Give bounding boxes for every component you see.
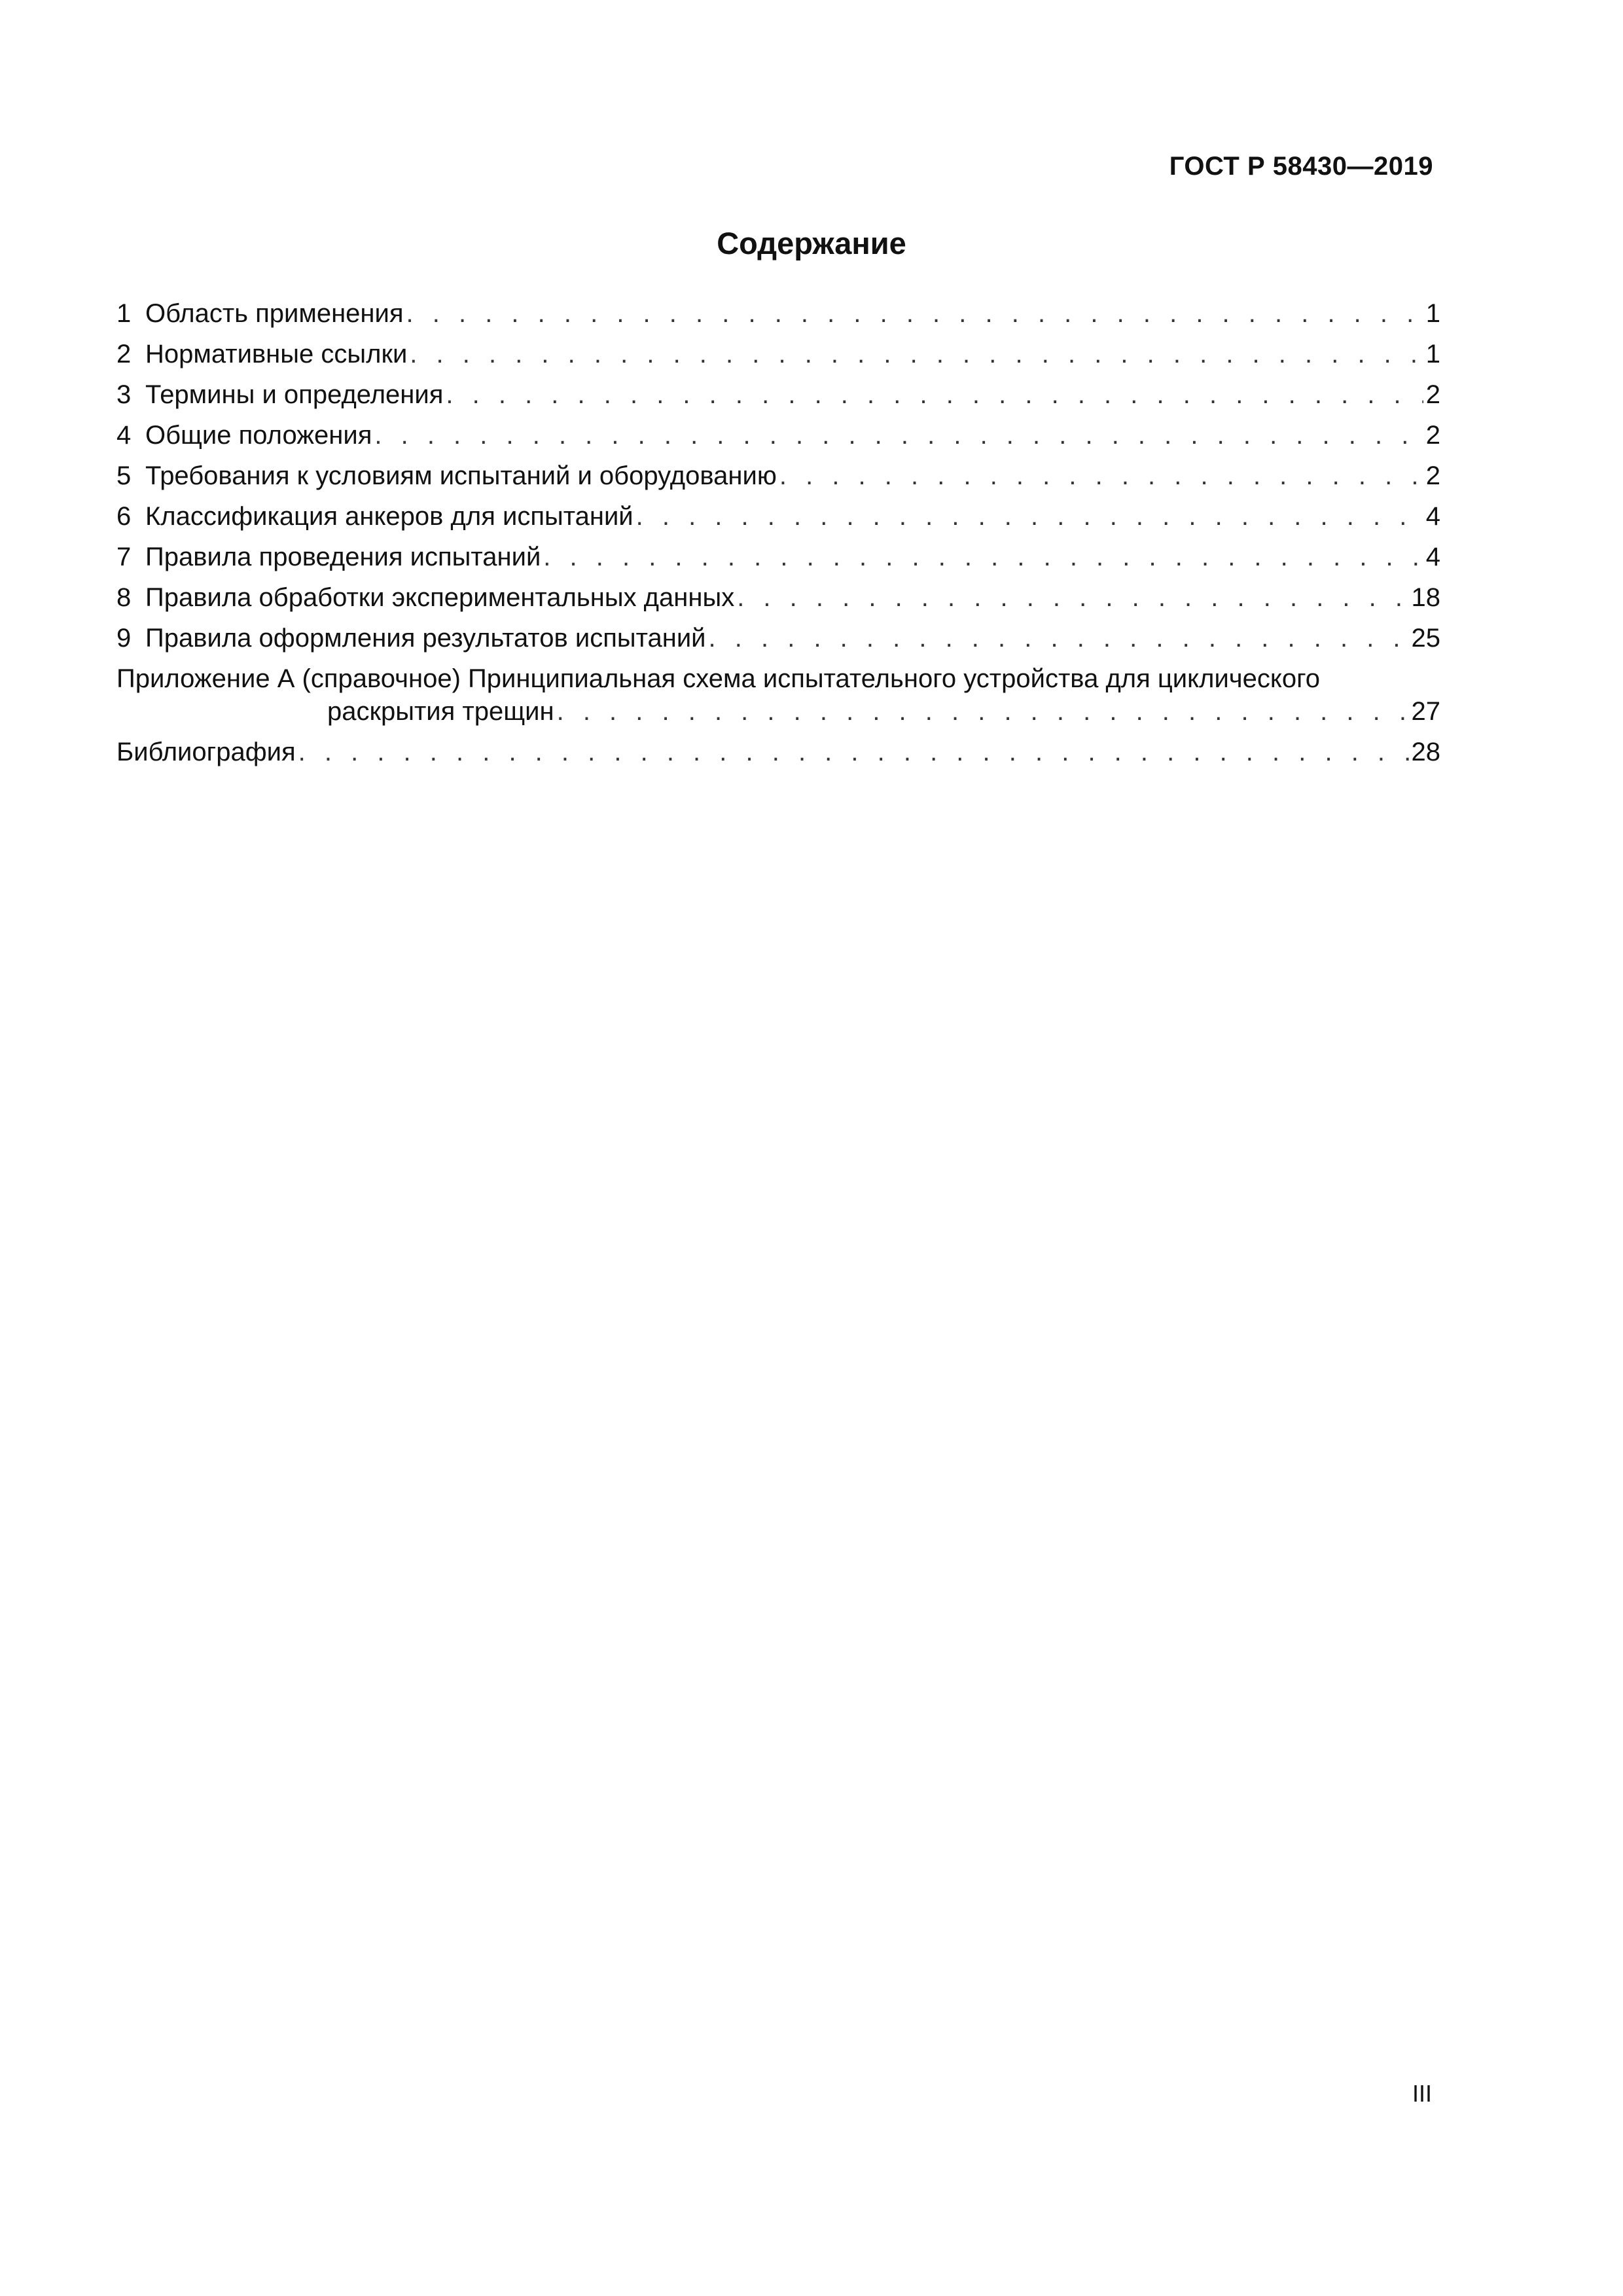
- toc-leader-dots: [446, 374, 1423, 415]
- toc-title: Содержание: [717, 226, 906, 260]
- toc-entry-number: 5: [116, 461, 132, 490]
- toc-leader-dots: [298, 732, 1409, 772]
- toc-entry-title: Классификация анкеров для испытаний: [145, 502, 633, 531]
- toc-entry-title: Правила проведения испытаний: [145, 543, 541, 571]
- toc-leader-dots: [406, 293, 1423, 334]
- toc-appendix-continuation: [116, 695, 1440, 732]
- toc-leader-dots: [737, 577, 1408, 618]
- toc-entry-page: 4: [1425, 502, 1440, 531]
- toc-entry[interactable]: [116, 456, 1440, 496]
- toc-entry-page: 1: [1425, 340, 1440, 368]
- toc-entry-number: 1: [116, 299, 132, 328]
- toc-entry[interactable]: [116, 334, 1440, 374]
- toc-entry-page: 27: [1411, 697, 1440, 726]
- toc-entry-page: 28: [1411, 738, 1440, 766]
- toc-entry-number: 2: [116, 340, 132, 368]
- document-code: ГОСТ Р 58430—2019: [1169, 152, 1433, 181]
- toc-leader-dots: [543, 537, 1423, 577]
- toc-leader-dots: [374, 415, 1423, 456]
- toc-leader-dots: [636, 496, 1423, 537]
- toc-entry-page: 2: [1425, 421, 1440, 450]
- toc-entry-title: Область применения: [145, 299, 404, 328]
- toc-entry[interactable]: [116, 293, 1440, 334]
- toc-entry-title: Правила оформления результатов испытаний: [145, 624, 706, 653]
- toc-entry-page: 2: [1425, 380, 1440, 409]
- toc-entry[interactable]: [116, 618, 1440, 658]
- table-of-contents: [116, 293, 1440, 772]
- toc-appendix-title: Приложение А (справочное) Принципиальная схема испытательного устройства для циклического: [116, 664, 1321, 693]
- toc-entry-title: Требования к условиям испытаний и оборудованию: [145, 461, 777, 490]
- toc-leader-dots: [709, 618, 1409, 658]
- toc-entry-number: 4: [116, 421, 132, 450]
- toc-entry-page: 1: [1425, 299, 1440, 328]
- toc-entry-title: Библиография: [116, 738, 296, 766]
- toc-leader-dots: [779, 456, 1423, 496]
- toc-entry-page: 4: [1425, 543, 1440, 571]
- toc-appendix-title-cont: раскрытия трещин: [327, 697, 554, 726]
- toc-entry-title: Термины и определения: [145, 380, 444, 409]
- toc-entry-page: 18: [1411, 583, 1440, 612]
- toc-entry-page: 25: [1411, 624, 1440, 653]
- toc-entry-title: Общие положения: [145, 421, 372, 450]
- toc-entry[interactable]: [116, 415, 1440, 456]
- page-number: III: [1412, 2080, 1432, 2107]
- toc-entry-number: 8: [116, 583, 132, 612]
- toc-entry[interactable]: [116, 374, 1440, 415]
- toc-leader-dots: [410, 334, 1423, 374]
- toc-entry-number: 7: [116, 543, 132, 571]
- toc-entry-number: 9: [116, 624, 132, 653]
- toc-entry[interactable]: [116, 577, 1440, 618]
- toc-appendix-entry[interactable]: [116, 658, 1440, 732]
- toc-entry-title: Нормативные ссылки: [145, 340, 408, 368]
- toc-entry[interactable]: [116, 496, 1440, 537]
- toc-entry-title: Правила обработки экспериментальных данных: [145, 583, 735, 612]
- toc-entry-page: 2: [1425, 461, 1440, 490]
- toc-entry-number: 3: [116, 380, 132, 409]
- toc-entry-number: 6: [116, 502, 132, 531]
- toc-leader-dots: [557, 695, 1409, 728]
- toc-bibliography-entry[interactable]: [116, 732, 1440, 772]
- toc-entry[interactable]: [116, 537, 1440, 577]
